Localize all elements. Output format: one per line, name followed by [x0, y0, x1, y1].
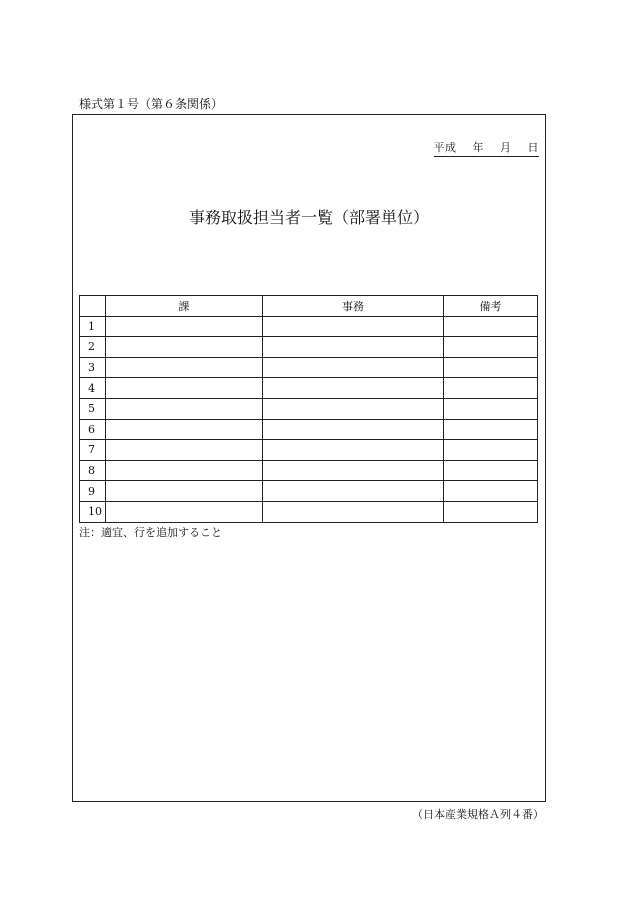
section-cell	[106, 316, 263, 337]
remarks-cell	[444, 357, 538, 378]
date-year: 年	[472, 141, 484, 154]
remarks-cell	[444, 460, 538, 481]
section-cell	[106, 440, 263, 461]
row-number: 4	[80, 378, 106, 399]
duty-cell	[263, 440, 444, 461]
duty-cell	[263, 460, 444, 481]
row-number: 7	[80, 440, 106, 461]
row-number: 8	[80, 460, 106, 481]
section-cell	[106, 357, 263, 378]
row-number: 2	[80, 337, 106, 358]
row-number: 6	[80, 419, 106, 440]
table-row	[80, 440, 538, 461]
section-cell	[106, 501, 263, 522]
remarks-cell	[444, 316, 538, 337]
section-cell	[106, 398, 263, 419]
table-row	[80, 501, 538, 522]
date-day: 日	[527, 141, 539, 154]
section-cell	[106, 378, 263, 399]
table-row	[80, 316, 538, 337]
section-cell	[106, 481, 263, 502]
table-header-row	[80, 296, 538, 317]
header-remarks: 備考	[444, 296, 538, 317]
table-body	[80, 316, 538, 522]
duty-cell	[263, 316, 444, 337]
date-line	[434, 139, 540, 157]
table-row	[80, 398, 538, 419]
duty-cell	[263, 419, 444, 440]
remarks-cell	[444, 419, 538, 440]
document-title: 事務取扱担当者一覧（部署単位）	[188, 208, 429, 227]
duty-cell	[263, 398, 444, 419]
table-row	[80, 481, 538, 502]
row-number: 3	[80, 357, 106, 378]
remarks-cell	[444, 398, 538, 419]
section-cell	[106, 419, 263, 440]
duty-cell	[263, 357, 444, 378]
duty-cell	[263, 501, 444, 522]
table-row	[80, 357, 538, 378]
table-row	[80, 337, 538, 358]
table-row	[80, 460, 538, 481]
remarks-cell	[444, 378, 538, 399]
paper-size-note: （日本産業規格Ａ列４番）	[412, 808, 544, 821]
duty-cell	[263, 481, 444, 502]
duty-cell	[263, 378, 444, 399]
date-era: 平成	[433, 141, 457, 154]
table-row	[80, 419, 538, 440]
section-cell	[106, 460, 263, 481]
section-cell	[106, 337, 263, 358]
row-number: 10	[80, 501, 106, 522]
staff-list-table	[79, 295, 538, 523]
remarks-cell	[444, 501, 538, 522]
remarks-cell	[444, 440, 538, 461]
duty-cell	[263, 337, 444, 358]
row-number: 1	[80, 316, 106, 337]
footnote: 注：適宜、行を追加すること	[79, 526, 222, 539]
remarks-cell	[444, 481, 538, 502]
header-section: 課	[106, 296, 263, 317]
row-number: 9	[80, 481, 106, 502]
row-number: 5	[80, 398, 106, 419]
form-frame	[72, 114, 546, 802]
remarks-cell	[444, 337, 538, 358]
header-number	[80, 296, 106, 317]
form-number: 様式第１号（第６条関係）	[79, 97, 224, 111]
table-row	[80, 378, 538, 399]
header-duty: 事務	[263, 296, 444, 317]
date-month: 月	[500, 141, 512, 154]
